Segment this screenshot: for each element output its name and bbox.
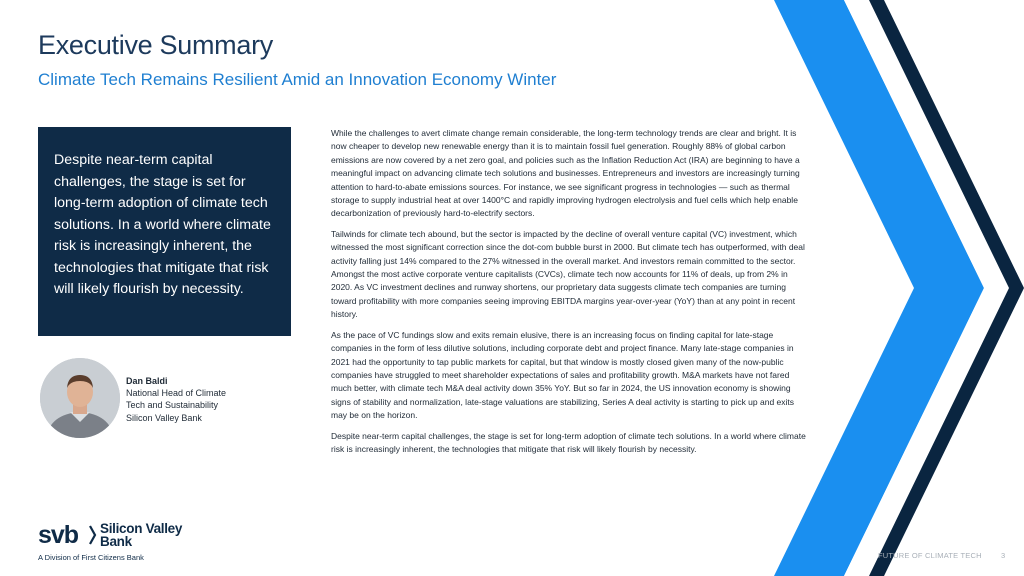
author-title-line1: National Head of Climate (126, 388, 227, 399)
body-paragraph-2: Tailwinds for climate tech abound, but the sector is impacted by the decline of overall venture capital (VC) investment, which witnessed the most significant correction since the dot-com bubble burst in 2000. But climate tech has outperformed, with deal activity falling just 14% compared to the 27% witnessed in the overall market. And investors remain committed to the sector. Amongst the most active corporate venture capitalists (CVCs), climate tech now accounts for 11% of deals, up from 2% in 2020. As VC investment declines and runway shortens, our proprietary data suggests climate tech companies are turning toward profitability with more companies seeing improving EBITDA margins year-over-year (YoY) than at any point in recent history. (331, 228, 805, 320)
author-info (126, 375, 286, 424)
logo-name-line2: Bank (100, 534, 132, 549)
body-paragraph-3: As the pace of VC fundings slow and exits remain elusive, there is an increasing focus on finding capital for late-stage companies in the form of less dilutive solutions, including corporate debt and project finance. Many late-stage companies in 2021 had the opportunity to tap public markets for capital, but that window is mostly closed given many of the now-public companies have struggled to meet shareholder expectations of sales and profitability growth. M&A markets have not fared much better, with climate tech M&A deal activity down 35% YoY. But so far in 2024, the US innovation economy is showing signs of stability and normalization, late-stage valuations are stabilizing, Series A deal activity is starting to pick up and exits may be on the horizon. (331, 329, 795, 421)
quote-text: Despite near-term capital challenges, the stage is set for long-term adoption of climate tech solutions. In a world where climate risk is increasingly inherent, the technologies that mitigate that risk will likely flourish by necessity. (54, 152, 271, 297)
body-text (331, 127, 809, 463)
footer-label: FUTURE OF CLIMATE TECH (878, 551, 982, 560)
quote-box (38, 127, 291, 336)
chevron-right-decoration (774, 0, 1024, 576)
author-company: Silicon Valley Bank (126, 412, 202, 423)
page-subtitle: Climate Tech Remains Resilient Amid an Innovation Economy Winter (38, 70, 557, 89)
author-name: Dan Baldi (126, 376, 168, 386)
svb-logo (38, 521, 198, 563)
logo-name-line1: Silicon Valley (100, 521, 183, 536)
page-number: 3 (1001, 551, 1006, 560)
logo-name (100, 522, 182, 548)
person-icon (40, 358, 120, 438)
body-paragraph-1: While the challenges to avert climate change remain considerable, the long-term technology trends are clear and bright. It is now cheaper to develop new renewable energy than it is to maintain fossil fuel generation. Roughly 88% of global carbon emissions are now covered by a net zero goal, and policies such as the Inflation Reduction Act (IRA) are beginning to have a meaningful impact on advancing climate tech solutions and businesses. Entrepreneurs and investors are increasingly turning attention to hard-to-abate emissions sources. For instance, we see significant progress in technologies — such as thermal storage to supply industrial heat at over 1400°C and rapidly improving hydrogen electrolysis and fuel cells which help enable decarbonization of previously hard-to-electrify sectors. (331, 128, 800, 219)
logo-bracket-icon (89, 525, 97, 545)
author-portrait (40, 358, 120, 438)
page-title: Executive Summary (38, 30, 273, 60)
author-title-line2: Tech and Sustainability (126, 400, 219, 411)
body-paragraph-4: Despite near-term capital challenges, the stage is set for long-term adoption of climate tech solutions. In a world where climate risk is increasingly inherent, the technologies that mitigate that risk will likely flourish by necessity. (331, 430, 806, 454)
logo-mark: svb (38, 521, 79, 549)
logo-tagline: A Division of First Citizens Bank (38, 553, 144, 562)
